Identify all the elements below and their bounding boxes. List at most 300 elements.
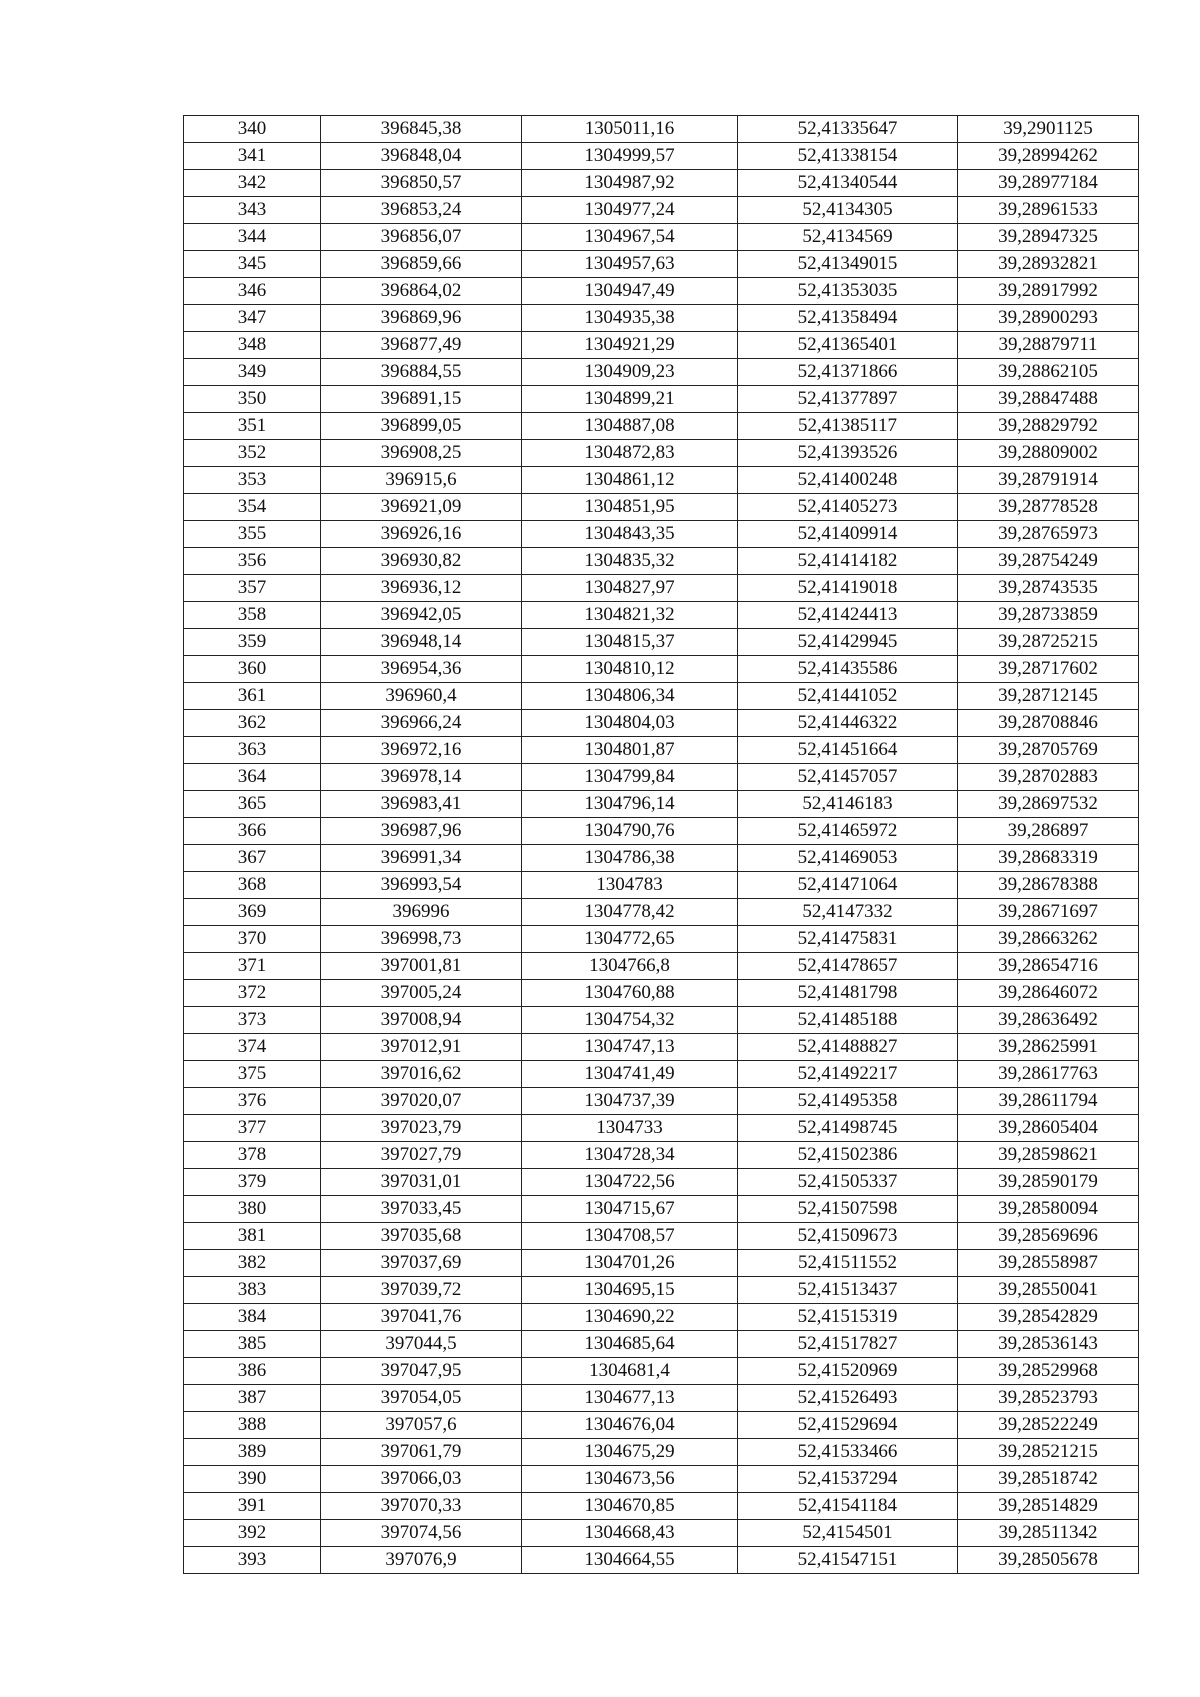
longitude-cell: 39,28917992 <box>958 278 1139 305</box>
x-coordinate-cell: 396845,38 <box>321 116 522 143</box>
y-coordinate-cell: 1304827,97 <box>522 575 738 602</box>
table-row <box>184 1547 1139 1574</box>
y-coordinate-cell: 1304947,49 <box>522 278 738 305</box>
latitude-cell: 52,41526493 <box>738 1385 958 1412</box>
point-number-cell: 379 <box>184 1169 321 1196</box>
latitude-cell: 52,41400248 <box>738 467 958 494</box>
latitude-cell: 52,41533466 <box>738 1439 958 1466</box>
y-coordinate-cell: 1304843,35 <box>522 521 738 548</box>
x-coordinate-cell: 396983,41 <box>321 791 522 818</box>
table-row <box>184 1007 1139 1034</box>
latitude-cell: 52,41385117 <box>738 413 958 440</box>
x-coordinate-cell: 397035,68 <box>321 1223 522 1250</box>
latitude-cell: 52,41509673 <box>738 1223 958 1250</box>
table-row <box>184 737 1139 764</box>
point-number-cell: 373 <box>184 1007 321 1034</box>
table-row <box>184 926 1139 953</box>
longitude-cell: 39,28636492 <box>958 1007 1139 1034</box>
longitude-cell: 39,28598621 <box>958 1142 1139 1169</box>
longitude-cell: 39,28505678 <box>958 1547 1139 1574</box>
latitude-cell: 52,4134305 <box>738 197 958 224</box>
x-coordinate-cell: 397074,56 <box>321 1520 522 1547</box>
table-row <box>184 116 1139 143</box>
y-coordinate-cell: 1304664,55 <box>522 1547 738 1574</box>
x-coordinate-cell: 396877,49 <box>321 332 522 359</box>
x-coordinate-cell: 396991,34 <box>321 845 522 872</box>
table-row <box>184 1115 1139 1142</box>
longitude-cell: 39,28569696 <box>958 1223 1139 1250</box>
latitude-cell: 52,41541184 <box>738 1493 958 1520</box>
x-coordinate-cell: 397047,95 <box>321 1358 522 1385</box>
point-number-cell: 389 <box>184 1439 321 1466</box>
point-number-cell: 372 <box>184 980 321 1007</box>
x-coordinate-cell: 396915,6 <box>321 467 522 494</box>
x-coordinate-cell: 397016,62 <box>321 1061 522 1088</box>
x-coordinate-cell: 396948,14 <box>321 629 522 656</box>
table-row <box>184 899 1139 926</box>
longitude-cell: 39,28717602 <box>958 656 1139 683</box>
point-number-cell: 392 <box>184 1520 321 1547</box>
point-number-cell: 358 <box>184 602 321 629</box>
longitude-cell: 39,28625991 <box>958 1034 1139 1061</box>
table-row <box>184 629 1139 656</box>
point-number-cell: 355 <box>184 521 321 548</box>
y-coordinate-cell: 1304676,04 <box>522 1412 738 1439</box>
latitude-cell: 52,41485188 <box>738 1007 958 1034</box>
latitude-cell: 52,41492217 <box>738 1061 958 1088</box>
latitude-cell: 52,41371866 <box>738 359 958 386</box>
x-coordinate-cell: 397005,24 <box>321 980 522 1007</box>
table-row <box>184 1304 1139 1331</box>
latitude-cell: 52,41414182 <box>738 548 958 575</box>
latitude-cell: 52,41419018 <box>738 575 958 602</box>
point-number-cell: 366 <box>184 818 321 845</box>
x-coordinate-cell: 397057,6 <box>321 1412 522 1439</box>
y-coordinate-cell: 1304806,34 <box>522 683 738 710</box>
point-number-cell: 365 <box>184 791 321 818</box>
x-coordinate-cell: 397076,9 <box>321 1547 522 1574</box>
longitude-cell: 39,28678388 <box>958 872 1139 899</box>
longitude-cell: 39,2901125 <box>958 116 1139 143</box>
longitude-cell: 39,28590179 <box>958 1169 1139 1196</box>
table-row <box>184 1169 1139 1196</box>
table-row <box>184 683 1139 710</box>
table-row <box>184 1520 1139 1547</box>
x-coordinate-cell: 396869,96 <box>321 305 522 332</box>
point-number-cell: 386 <box>184 1358 321 1385</box>
table-row <box>184 872 1139 899</box>
latitude-cell: 52,41353035 <box>738 278 958 305</box>
longitude-cell: 39,28558987 <box>958 1250 1139 1277</box>
latitude-cell: 52,4147332 <box>738 899 958 926</box>
longitude-cell: 39,28932821 <box>958 251 1139 278</box>
latitude-cell: 52,4134569 <box>738 224 958 251</box>
latitude-cell: 52,41520969 <box>738 1358 958 1385</box>
latitude-cell: 52,41393526 <box>738 440 958 467</box>
x-coordinate-cell: 396978,14 <box>321 764 522 791</box>
y-coordinate-cell: 1304935,38 <box>522 305 738 332</box>
table-row <box>184 710 1139 737</box>
x-coordinate-cell: 397054,05 <box>321 1385 522 1412</box>
point-number-cell: 361 <box>184 683 321 710</box>
table-row <box>184 305 1139 332</box>
table-row <box>184 494 1139 521</box>
y-coordinate-cell: 1304766,8 <box>522 953 738 980</box>
y-coordinate-cell: 1304887,08 <box>522 413 738 440</box>
y-coordinate-cell: 1304921,29 <box>522 332 738 359</box>
longitude-cell: 39,28702883 <box>958 764 1139 791</box>
x-coordinate-cell: 396998,73 <box>321 926 522 953</box>
longitude-cell: 39,28550041 <box>958 1277 1139 1304</box>
table-row <box>184 764 1139 791</box>
longitude-cell: 39,28522249 <box>958 1412 1139 1439</box>
point-number-cell: 368 <box>184 872 321 899</box>
y-coordinate-cell: 1304701,26 <box>522 1250 738 1277</box>
longitude-cell: 39,28778528 <box>958 494 1139 521</box>
y-coordinate-cell: 1304760,88 <box>522 980 738 1007</box>
y-coordinate-cell: 1304835,32 <box>522 548 738 575</box>
x-coordinate-cell: 397027,79 <box>321 1142 522 1169</box>
latitude-cell: 52,41441052 <box>738 683 958 710</box>
x-coordinate-cell: 396926,16 <box>321 521 522 548</box>
longitude-cell: 39,28847488 <box>958 386 1139 413</box>
table-row <box>184 953 1139 980</box>
longitude-cell: 39,28712145 <box>958 683 1139 710</box>
longitude-cell: 39,28511342 <box>958 1520 1139 1547</box>
x-coordinate-cell: 396891,15 <box>321 386 522 413</box>
point-number-cell: 380 <box>184 1196 321 1223</box>
x-coordinate-cell: 396899,05 <box>321 413 522 440</box>
point-number-cell: 385 <box>184 1331 321 1358</box>
table-row <box>184 1277 1139 1304</box>
y-coordinate-cell: 1304810,12 <box>522 656 738 683</box>
latitude-cell: 52,41335647 <box>738 116 958 143</box>
point-number-cell: 374 <box>184 1034 321 1061</box>
table-row <box>184 602 1139 629</box>
longitude-cell: 39,28523793 <box>958 1385 1139 1412</box>
point-number-cell: 342 <box>184 170 321 197</box>
y-coordinate-cell: 1304815,37 <box>522 629 738 656</box>
latitude-cell: 52,41511552 <box>738 1250 958 1277</box>
latitude-cell: 52,41498745 <box>738 1115 958 1142</box>
x-coordinate-cell: 397023,79 <box>321 1115 522 1142</box>
point-number-cell: 388 <box>184 1412 321 1439</box>
longitude-cell: 39,28994262 <box>958 143 1139 170</box>
x-coordinate-cell: 397039,72 <box>321 1277 522 1304</box>
latitude-cell: 52,41377897 <box>738 386 958 413</box>
point-number-cell: 375 <box>184 1061 321 1088</box>
table-row <box>184 818 1139 845</box>
point-number-cell: 352 <box>184 440 321 467</box>
table-row <box>184 440 1139 467</box>
x-coordinate-cell: 397020,07 <box>321 1088 522 1115</box>
latitude-cell: 52,41446322 <box>738 710 958 737</box>
x-coordinate-cell: 396993,54 <box>321 872 522 899</box>
latitude-cell: 52,41547151 <box>738 1547 958 1574</box>
y-coordinate-cell: 1304899,21 <box>522 386 738 413</box>
y-coordinate-cell: 1304728,34 <box>522 1142 738 1169</box>
point-number-cell: 351 <box>184 413 321 440</box>
longitude-cell: 39,28542829 <box>958 1304 1139 1331</box>
y-coordinate-cell: 1304747,13 <box>522 1034 738 1061</box>
point-number-cell: 393 <box>184 1547 321 1574</box>
longitude-cell: 39,28862105 <box>958 359 1139 386</box>
y-coordinate-cell: 1304681,4 <box>522 1358 738 1385</box>
longitude-cell: 39,28536143 <box>958 1331 1139 1358</box>
point-number-cell: 364 <box>184 764 321 791</box>
y-coordinate-cell: 1305011,16 <box>522 116 738 143</box>
table-row <box>184 575 1139 602</box>
point-number-cell: 391 <box>184 1493 321 1520</box>
table-row <box>184 1466 1139 1493</box>
point-number-cell: 353 <box>184 467 321 494</box>
point-number-cell: 377 <box>184 1115 321 1142</box>
table-row <box>184 1142 1139 1169</box>
point-number-cell: 350 <box>184 386 321 413</box>
y-coordinate-cell: 1304778,42 <box>522 899 738 926</box>
table-row <box>184 548 1139 575</box>
x-coordinate-cell: 397044,5 <box>321 1331 522 1358</box>
table-row <box>184 1385 1139 1412</box>
y-coordinate-cell: 1304673,56 <box>522 1466 738 1493</box>
latitude-cell: 52,41513437 <box>738 1277 958 1304</box>
point-number-cell: 390 <box>184 1466 321 1493</box>
table-row <box>184 413 1139 440</box>
point-number-cell: 341 <box>184 143 321 170</box>
latitude-cell: 52,41429945 <box>738 629 958 656</box>
point-number-cell: 346 <box>184 278 321 305</box>
x-coordinate-cell: 396966,24 <box>321 710 522 737</box>
x-coordinate-cell: 397033,45 <box>321 1196 522 1223</box>
point-number-cell: 343 <box>184 197 321 224</box>
latitude-cell: 52,41424413 <box>738 602 958 629</box>
x-coordinate-cell: 397070,33 <box>321 1493 522 1520</box>
x-coordinate-cell: 396853,24 <box>321 197 522 224</box>
longitude-cell: 39,28733859 <box>958 602 1139 629</box>
y-coordinate-cell: 1304677,13 <box>522 1385 738 1412</box>
y-coordinate-cell: 1304690,22 <box>522 1304 738 1331</box>
point-number-cell: 362 <box>184 710 321 737</box>
y-coordinate-cell: 1304722,56 <box>522 1169 738 1196</box>
y-coordinate-cell: 1304790,76 <box>522 818 738 845</box>
longitude-cell: 39,28961533 <box>958 197 1139 224</box>
x-coordinate-cell: 396908,25 <box>321 440 522 467</box>
table-row <box>184 1196 1139 1223</box>
y-coordinate-cell: 1304987,92 <box>522 170 738 197</box>
x-coordinate-cell: 396954,36 <box>321 656 522 683</box>
point-number-cell: 383 <box>184 1277 321 1304</box>
y-coordinate-cell: 1304796,14 <box>522 791 738 818</box>
longitude-cell: 39,28654716 <box>958 953 1139 980</box>
y-coordinate-cell: 1304670,85 <box>522 1493 738 1520</box>
latitude-cell: 52,41495358 <box>738 1088 958 1115</box>
point-number-cell: 347 <box>184 305 321 332</box>
point-number-cell: 344 <box>184 224 321 251</box>
latitude-cell: 52,41529694 <box>738 1412 958 1439</box>
longitude-cell: 39,28671697 <box>958 899 1139 926</box>
longitude-cell: 39,28754249 <box>958 548 1139 575</box>
latitude-cell: 52,41488827 <box>738 1034 958 1061</box>
longitude-cell: 39,28683319 <box>958 845 1139 872</box>
y-coordinate-cell: 1304799,84 <box>522 764 738 791</box>
y-coordinate-cell: 1304909,23 <box>522 359 738 386</box>
y-coordinate-cell: 1304861,12 <box>522 467 738 494</box>
point-number-cell: 381 <box>184 1223 321 1250</box>
table-row <box>184 197 1139 224</box>
longitude-cell: 39,28646072 <box>958 980 1139 1007</box>
longitude-cell: 39,28977184 <box>958 170 1139 197</box>
longitude-cell: 39,28900293 <box>958 305 1139 332</box>
point-number-cell: 345 <box>184 251 321 278</box>
y-coordinate-cell: 1304872,83 <box>522 440 738 467</box>
latitude-cell: 52,41465972 <box>738 818 958 845</box>
table-row <box>184 170 1139 197</box>
point-number-cell: 357 <box>184 575 321 602</box>
longitude-cell: 39,28580094 <box>958 1196 1139 1223</box>
latitude-cell: 52,41349015 <box>738 251 958 278</box>
y-coordinate-cell: 1304685,64 <box>522 1331 738 1358</box>
y-coordinate-cell: 1304977,24 <box>522 197 738 224</box>
latitude-cell: 52,41405273 <box>738 494 958 521</box>
table-row <box>184 278 1139 305</box>
longitude-cell: 39,28611794 <box>958 1088 1139 1115</box>
y-coordinate-cell: 1304754,32 <box>522 1007 738 1034</box>
y-coordinate-cell: 1304821,32 <box>522 602 738 629</box>
y-coordinate-cell: 1304783 <box>522 872 738 899</box>
x-coordinate-cell: 396936,12 <box>321 575 522 602</box>
table-row <box>184 1088 1139 1115</box>
table-row <box>184 359 1139 386</box>
x-coordinate-cell: 396848,04 <box>321 143 522 170</box>
longitude-cell: 39,286897 <box>958 818 1139 845</box>
longitude-cell: 39,28617763 <box>958 1061 1139 1088</box>
table-row <box>184 332 1139 359</box>
longitude-cell: 39,28947325 <box>958 224 1139 251</box>
coordinates-table <box>183 115 1139 1574</box>
longitude-cell: 39,28663262 <box>958 926 1139 953</box>
x-coordinate-cell: 397008,94 <box>321 1007 522 1034</box>
table-row <box>184 1358 1139 1385</box>
point-number-cell: 356 <box>184 548 321 575</box>
latitude-cell: 52,41481798 <box>738 980 958 1007</box>
latitude-cell: 52,41537294 <box>738 1466 958 1493</box>
y-coordinate-cell: 1304675,29 <box>522 1439 738 1466</box>
longitude-cell: 39,28514829 <box>958 1493 1139 1520</box>
point-number-cell: 369 <box>184 899 321 926</box>
latitude-cell: 52,41478657 <box>738 953 958 980</box>
latitude-cell: 52,41469053 <box>738 845 958 872</box>
latitude-cell: 52,41409914 <box>738 521 958 548</box>
point-number-cell: 349 <box>184 359 321 386</box>
point-number-cell: 376 <box>184 1088 321 1115</box>
y-coordinate-cell: 1304967,54 <box>522 224 738 251</box>
longitude-cell: 39,28765973 <box>958 521 1139 548</box>
x-coordinate-cell: 396856,07 <box>321 224 522 251</box>
longitude-cell: 39,28697532 <box>958 791 1139 818</box>
longitude-cell: 39,28518742 <box>958 1466 1139 1493</box>
x-coordinate-cell: 396996 <box>321 899 522 926</box>
longitude-cell: 39,28879711 <box>958 332 1139 359</box>
x-coordinate-cell: 396930,82 <box>321 548 522 575</box>
y-coordinate-cell: 1304999,57 <box>522 143 738 170</box>
table-row <box>184 1493 1139 1520</box>
longitude-cell: 39,28605404 <box>958 1115 1139 1142</box>
longitude-cell: 39,28725215 <box>958 629 1139 656</box>
y-coordinate-cell: 1304715,67 <box>522 1196 738 1223</box>
latitude-cell: 52,41435586 <box>738 656 958 683</box>
latitude-cell: 52,41457057 <box>738 764 958 791</box>
point-number-cell: 384 <box>184 1304 321 1331</box>
coordinates-table-body <box>184 116 1139 1574</box>
latitude-cell: 52,41502386 <box>738 1142 958 1169</box>
x-coordinate-cell: 396884,55 <box>321 359 522 386</box>
latitude-cell: 52,41471064 <box>738 872 958 899</box>
latitude-cell: 52,4146183 <box>738 791 958 818</box>
y-coordinate-cell: 1304695,15 <box>522 1277 738 1304</box>
latitude-cell: 52,41451664 <box>738 737 958 764</box>
x-coordinate-cell: 396850,57 <box>321 170 522 197</box>
latitude-cell: 52,41338154 <box>738 143 958 170</box>
longitude-cell: 39,28829792 <box>958 413 1139 440</box>
y-coordinate-cell: 1304733 <box>522 1115 738 1142</box>
y-coordinate-cell: 1304957,63 <box>522 251 738 278</box>
longitude-cell: 39,28708846 <box>958 710 1139 737</box>
y-coordinate-cell: 1304804,03 <box>522 710 738 737</box>
table-row <box>184 143 1139 170</box>
latitude-cell: 52,41358494 <box>738 305 958 332</box>
y-coordinate-cell: 1304786,38 <box>522 845 738 872</box>
latitude-cell: 52,41340544 <box>738 170 958 197</box>
table-row <box>184 1034 1139 1061</box>
point-number-cell: 371 <box>184 953 321 980</box>
table-row <box>184 1331 1139 1358</box>
x-coordinate-cell: 397037,69 <box>321 1250 522 1277</box>
table-row <box>184 980 1139 1007</box>
y-coordinate-cell: 1304668,43 <box>522 1520 738 1547</box>
point-number-cell: 354 <box>184 494 321 521</box>
x-coordinate-cell: 397012,91 <box>321 1034 522 1061</box>
table-row <box>184 467 1139 494</box>
y-coordinate-cell: 1304741,49 <box>522 1061 738 1088</box>
longitude-cell: 39,28529968 <box>958 1358 1139 1385</box>
longitude-cell: 39,28791914 <box>958 467 1139 494</box>
latitude-cell: 52,41507598 <box>738 1196 958 1223</box>
latitude-cell: 52,41505337 <box>738 1169 958 1196</box>
x-coordinate-cell: 396942,05 <box>321 602 522 629</box>
table-row <box>184 224 1139 251</box>
x-coordinate-cell: 396987,96 <box>321 818 522 845</box>
latitude-cell: 52,41365401 <box>738 332 958 359</box>
x-coordinate-cell: 396972,16 <box>321 737 522 764</box>
x-coordinate-cell: 397001,81 <box>321 953 522 980</box>
longitude-cell: 39,28743535 <box>958 575 1139 602</box>
table-row <box>184 521 1139 548</box>
x-coordinate-cell: 396859,66 <box>321 251 522 278</box>
table-row <box>184 1061 1139 1088</box>
table-row <box>184 251 1139 278</box>
x-coordinate-cell: 397041,76 <box>321 1304 522 1331</box>
table-row <box>184 845 1139 872</box>
point-number-cell: 363 <box>184 737 321 764</box>
longitude-cell: 39,28521215 <box>958 1439 1139 1466</box>
latitude-cell: 52,41475831 <box>738 926 958 953</box>
longitude-cell: 39,28705769 <box>958 737 1139 764</box>
latitude-cell: 52,41515319 <box>738 1304 958 1331</box>
point-number-cell: 348 <box>184 332 321 359</box>
point-number-cell: 359 <box>184 629 321 656</box>
point-number-cell: 367 <box>184 845 321 872</box>
x-coordinate-cell: 397061,79 <box>321 1439 522 1466</box>
